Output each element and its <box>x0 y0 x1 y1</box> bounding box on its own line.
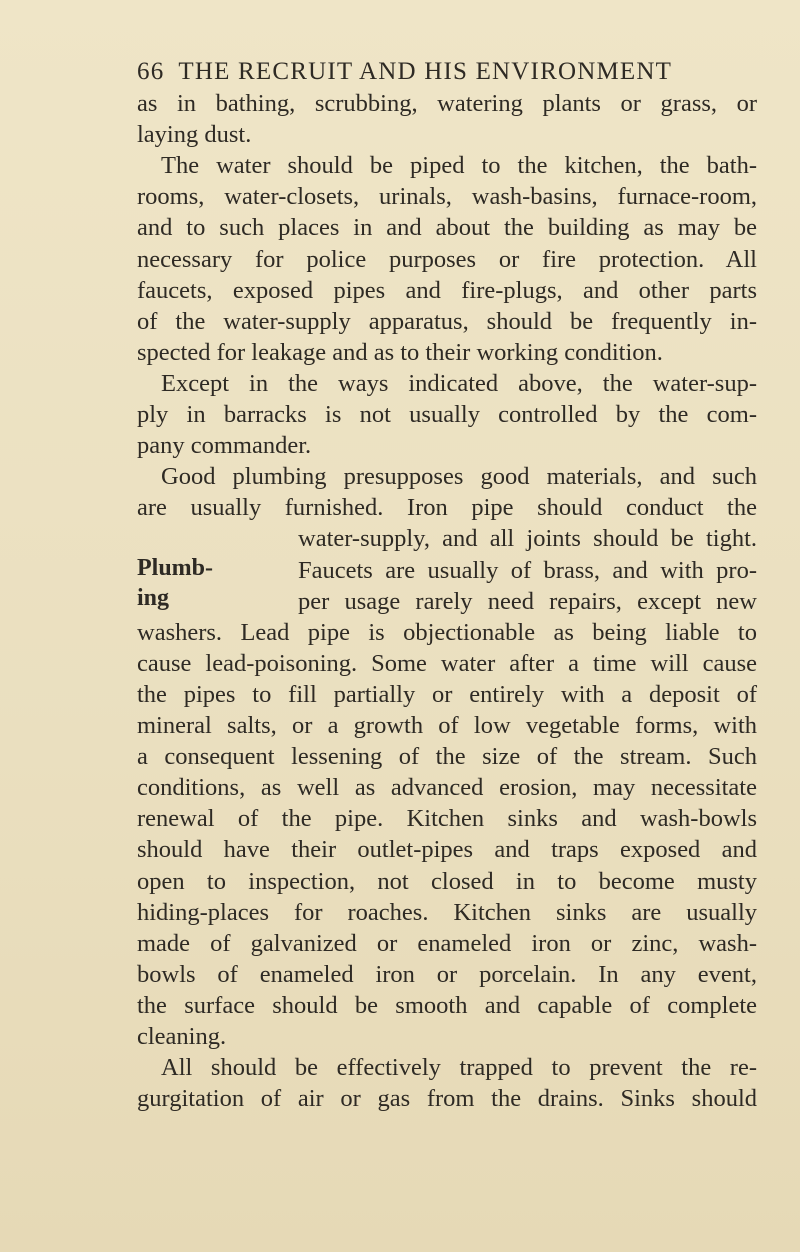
text-line: the surface should be smooth and capable of complete <box>137 991 757 1019</box>
text-line: of the water-supply apparatus, should be frequently in- <box>137 307 757 335</box>
text-line: washers. Lead pipe is objectionable as being liable to <box>137 618 757 646</box>
text-line: renewal of the pipe. Kitchen sinks and wash-bowls <box>137 805 757 833</box>
text-line: and to such places in and about the building as may be <box>137 214 757 242</box>
page-number: 66 <box>137 58 165 85</box>
text-line: are usually furnished. Iron pipe should conduct the <box>137 494 757 522</box>
text-line: as in bathing, scrubbing, watering plants or grass, or <box>137 90 757 117</box>
text-line: rooms, water-closets, urinals, wash-basins, furnace-room, <box>137 183 757 211</box>
text-line: gurgitation of air or gas from the drains. Sinks should <box>137 1085 757 1113</box>
text-line: laying dust. <box>137 121 252 149</box>
text-line: cleaning. <box>137 1023 227 1050</box>
text-line: All should be effectively trapped to prevent the re- <box>161 1054 757 1082</box>
text-line: pany commander. <box>137 432 312 460</box>
running-header <box>137 58 686 86</box>
text-line: water-supply, and all joints should be tight. <box>298 525 757 553</box>
text-line: Except in the ways indicated above, the water-sup- <box>161 369 757 397</box>
running-title: THE RECRUIT AND HIS ENVIRONMENT <box>178 58 673 85</box>
text-line: necessary for police purposes or fire protection. All <box>137 245 757 273</box>
text-line: per usage rarely need repairs, except new <box>298 587 757 615</box>
text-line: the pipes to fill partially or entirely with a deposit of <box>137 680 757 708</box>
text-line: hiding-places for roaches. Kitchen sinks are usually <box>137 898 757 926</box>
text-line: bowls of enameled iron or porcelain. In any event, <box>137 960 757 988</box>
text-line: cause lead-poisoning. Some water after a time will cause <box>137 649 757 677</box>
text-line: a consequent lessening of the size of the stream. Such <box>137 743 757 771</box>
sidenote-line-2: ing <box>137 585 170 611</box>
sidenote-line-1: Plumb- <box>137 555 214 581</box>
text-line: made of galvanized or enameled iron or zinc, wash- <box>137 929 757 957</box>
text-line: Good plumbing presupposes good materials, and such <box>161 463 757 491</box>
text-line: ply in barracks is not usually controlled by the com- <box>137 401 757 428</box>
text-line: should have their outlet-pipes and traps exposed and <box>137 836 757 864</box>
text-line: open to inspection, not closed in to become musty <box>137 867 757 895</box>
text-line: Faucets are usually of brass, and with pro- <box>298 556 757 584</box>
text-line: conditions, as well as advanced erosion, may necessitate <box>137 774 757 802</box>
text-line: faucets, exposed pipes and fire-plugs, and other parts <box>137 276 757 304</box>
text-line: The water should be piped to the kitchen, the bath- <box>161 152 757 180</box>
text-line: mineral salts, or a growth of low vegetable forms, with <box>137 712 757 739</box>
text-line: spected for leakage and as to their working condition. <box>137 338 663 366</box>
